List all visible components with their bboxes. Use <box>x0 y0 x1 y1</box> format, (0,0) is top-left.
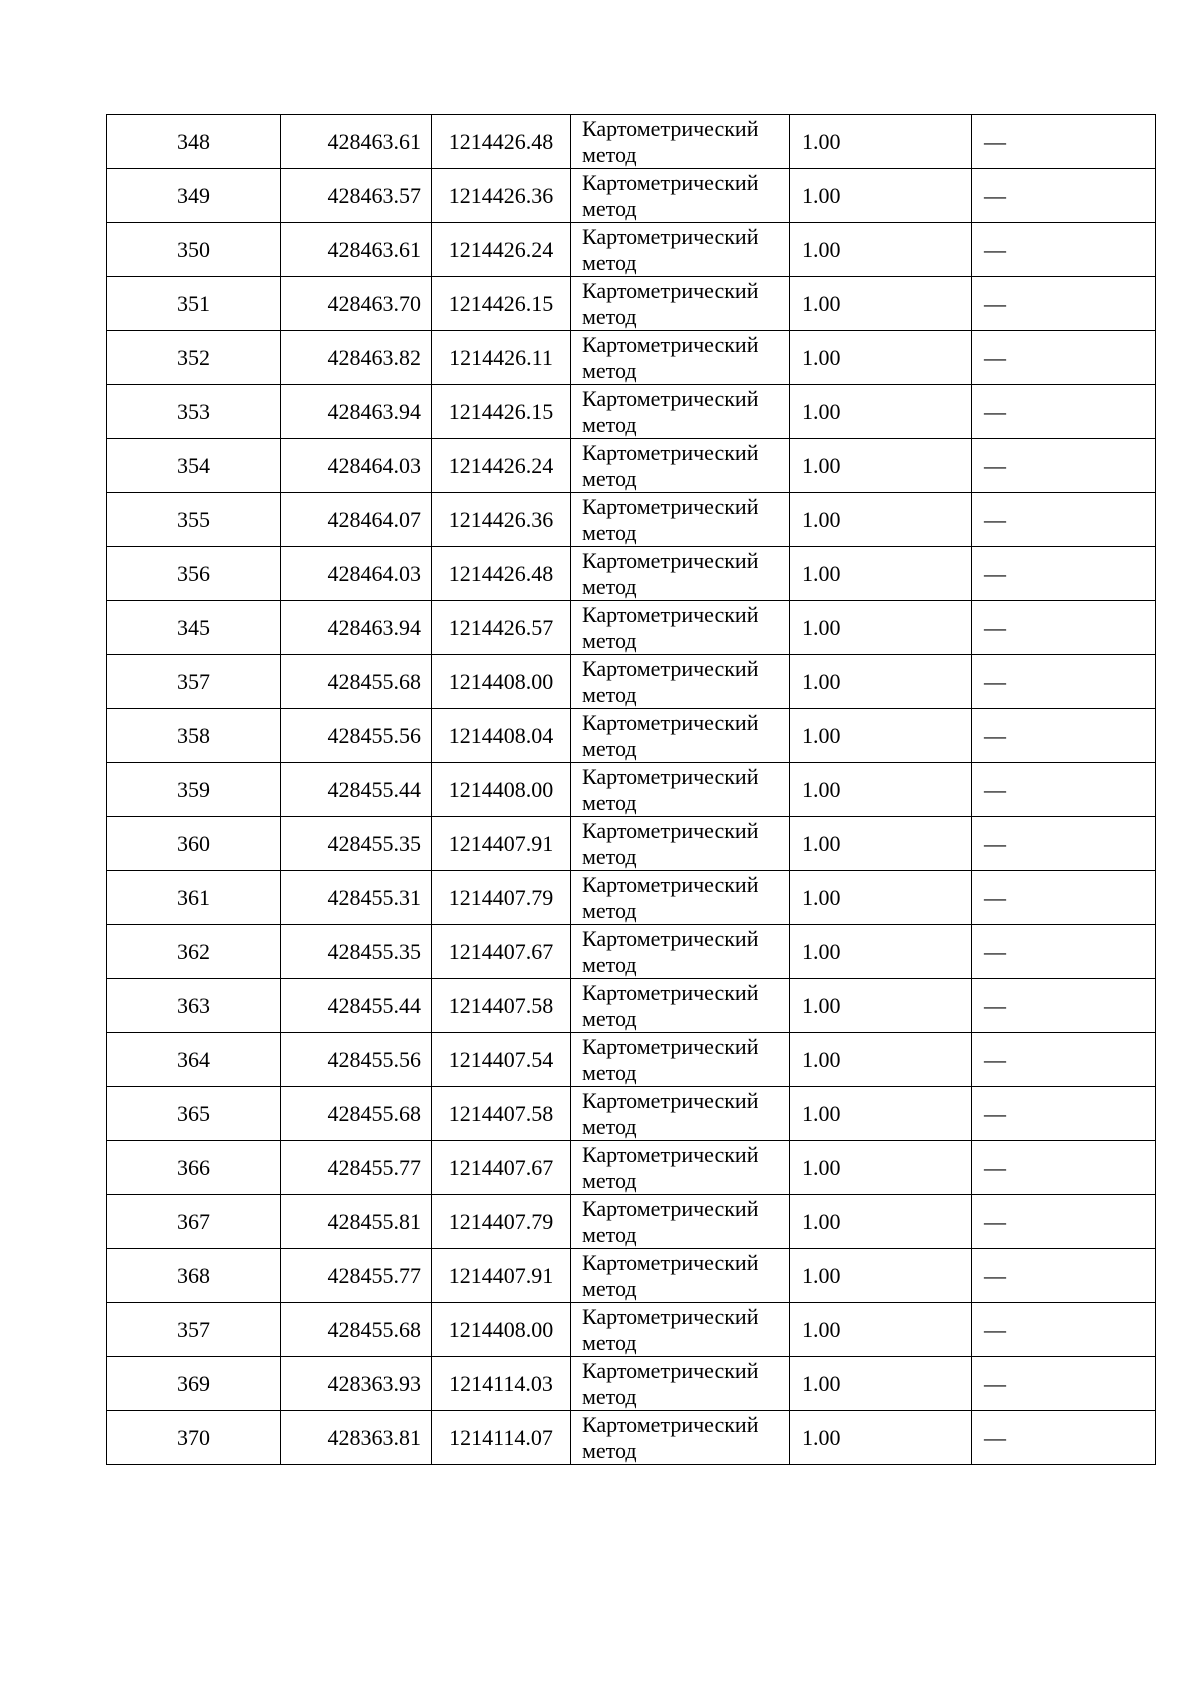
method-cell <box>571 169 790 223</box>
method-line-2: метод <box>582 1059 637 1085</box>
table-row <box>107 169 1156 223</box>
accuracy-cell: 1.00 <box>790 763 972 817</box>
table-row <box>107 979 1156 1033</box>
y-coordinate-cell: 1214407.91 <box>432 817 571 871</box>
y-coordinate-cell: 1214426.48 <box>432 115 571 169</box>
accuracy-cell: 1.00 <box>790 493 972 547</box>
accuracy-cell: 1.00 <box>790 385 972 439</box>
x-coordinate-cell: 428455.44 <box>281 763 432 817</box>
accuracy-cell: 1.00 <box>790 547 972 601</box>
method-cell <box>571 1303 790 1357</box>
description-cell: — <box>972 1357 1156 1411</box>
table-row <box>107 223 1156 277</box>
description-cell: — <box>972 169 1156 223</box>
method-line-1: Картометрический <box>582 655 759 681</box>
method-line-1: Картометрический <box>582 1087 759 1113</box>
table-row <box>107 277 1156 331</box>
method-line-1: Картометрический <box>582 547 759 573</box>
method-line-1: Картометрический <box>582 1303 759 1329</box>
method-cell <box>571 763 790 817</box>
description-cell: — <box>972 871 1156 925</box>
method-line-2: метод <box>582 843 637 869</box>
y-coordinate-cell: 1214408.00 <box>432 763 571 817</box>
point-number-cell: 355 <box>107 493 281 547</box>
method-line-1: Картометрический <box>582 1357 759 1383</box>
method-line-1: Картометрический <box>582 1411 759 1437</box>
method-cell <box>571 1249 790 1303</box>
table-row <box>107 439 1156 493</box>
table-row <box>107 1033 1156 1087</box>
description-cell: — <box>972 1195 1156 1249</box>
point-number-cell: 352 <box>107 331 281 385</box>
method-line-2: метод <box>582 951 637 977</box>
accuracy-cell: 1.00 <box>790 1141 972 1195</box>
accuracy-cell: 1.00 <box>790 925 972 979</box>
method-line-2: метод <box>582 735 637 761</box>
accuracy-cell: 1.00 <box>790 439 972 493</box>
method-cell <box>571 1411 790 1465</box>
table-row <box>107 385 1156 439</box>
description-cell: — <box>972 439 1156 493</box>
accuracy-cell: 1.00 <box>790 331 972 385</box>
table-row <box>107 1195 1156 1249</box>
method-cell <box>571 493 790 547</box>
table-row <box>107 871 1156 925</box>
table-row <box>107 547 1156 601</box>
method-line-2: метод <box>582 1383 637 1409</box>
description-cell: — <box>972 223 1156 277</box>
description-cell: — <box>972 1411 1156 1465</box>
method-line-2: метод <box>582 519 637 545</box>
description-cell: — <box>972 709 1156 763</box>
x-coordinate-cell: 428455.77 <box>281 1249 432 1303</box>
table-row <box>107 493 1156 547</box>
y-coordinate-cell: 1214114.03 <box>432 1357 571 1411</box>
method-line-2: метод <box>582 1167 637 1193</box>
method-cell <box>571 655 790 709</box>
x-coordinate-cell: 428455.81 <box>281 1195 432 1249</box>
y-coordinate-cell: 1214407.91 <box>432 1249 571 1303</box>
description-cell: — <box>972 925 1156 979</box>
x-coordinate-cell: 428463.94 <box>281 601 432 655</box>
method-cell <box>571 1195 790 1249</box>
method-line-2: метод <box>582 1275 637 1301</box>
accuracy-cell: 1.00 <box>790 223 972 277</box>
method-line-1: Картометрический <box>582 277 759 303</box>
coordinates-table <box>106 114 1156 1465</box>
y-coordinate-cell: 1214426.11 <box>432 331 571 385</box>
point-number-cell: 354 <box>107 439 281 493</box>
method-line-1: Картометрический <box>582 331 759 357</box>
method-line-1: Картометрический <box>582 979 759 1005</box>
method-cell <box>571 223 790 277</box>
point-number-cell: 361 <box>107 871 281 925</box>
point-number-cell: 357 <box>107 1303 281 1357</box>
y-coordinate-cell: 1214426.57 <box>432 601 571 655</box>
x-coordinate-cell: 428455.68 <box>281 655 432 709</box>
description-cell: — <box>972 601 1156 655</box>
coordinates-table-body <box>107 115 1156 1465</box>
table-row <box>107 1357 1156 1411</box>
method-line-2: метод <box>582 465 637 491</box>
point-number-cell: 367 <box>107 1195 281 1249</box>
method-cell <box>571 115 790 169</box>
method-cell <box>571 925 790 979</box>
method-cell <box>571 601 790 655</box>
method-line-1: Картометрический <box>582 601 759 627</box>
y-coordinate-cell: 1214407.67 <box>432 1141 571 1195</box>
point-number-cell: 351 <box>107 277 281 331</box>
point-number-cell: 365 <box>107 1087 281 1141</box>
point-number-cell: 350 <box>107 223 281 277</box>
x-coordinate-cell: 428464.03 <box>281 439 432 493</box>
point-number-cell: 362 <box>107 925 281 979</box>
x-coordinate-cell: 428463.61 <box>281 115 432 169</box>
y-coordinate-cell: 1214426.36 <box>432 493 571 547</box>
method-line-2: метод <box>582 1005 637 1031</box>
x-coordinate-cell: 428464.03 <box>281 547 432 601</box>
method-line-2: метод <box>582 573 637 599</box>
x-coordinate-cell: 428455.68 <box>281 1303 432 1357</box>
method-cell <box>571 871 790 925</box>
x-coordinate-cell: 428455.35 <box>281 817 432 871</box>
point-number-cell: 348 <box>107 115 281 169</box>
description-cell: — <box>972 1087 1156 1141</box>
method-line-2: метод <box>582 1437 637 1463</box>
x-coordinate-cell: 428455.31 <box>281 871 432 925</box>
y-coordinate-cell: 1214407.79 <box>432 1195 571 1249</box>
x-coordinate-cell: 428455.35 <box>281 925 432 979</box>
method-line-2: метод <box>582 681 637 707</box>
description-cell: — <box>972 385 1156 439</box>
method-line-1: Картометрический <box>582 1195 759 1221</box>
method-line-1: Картометрический <box>582 493 759 519</box>
table-row <box>107 655 1156 709</box>
description-cell: — <box>972 1141 1156 1195</box>
x-coordinate-cell: 428464.07 <box>281 493 432 547</box>
method-line-1: Картометрический <box>582 115 759 141</box>
y-coordinate-cell: 1214407.58 <box>432 979 571 1033</box>
y-coordinate-cell: 1214408.00 <box>432 1303 571 1357</box>
x-coordinate-cell: 428463.82 <box>281 331 432 385</box>
accuracy-cell: 1.00 <box>790 277 972 331</box>
table-row <box>107 1141 1156 1195</box>
method-cell <box>571 331 790 385</box>
method-line-1: Картометрический <box>582 169 759 195</box>
accuracy-cell: 1.00 <box>790 871 972 925</box>
y-coordinate-cell: 1214426.15 <box>432 277 571 331</box>
table-row <box>107 601 1156 655</box>
accuracy-cell: 1.00 <box>790 979 972 1033</box>
method-cell <box>571 1357 790 1411</box>
x-coordinate-cell: 428463.70 <box>281 277 432 331</box>
point-number-cell: 353 <box>107 385 281 439</box>
point-number-cell: 345 <box>107 601 281 655</box>
method-line-2: метод <box>582 1221 637 1247</box>
table-row <box>107 763 1156 817</box>
table-row <box>107 1411 1156 1465</box>
accuracy-cell: 1.00 <box>790 655 972 709</box>
method-line-2: метод <box>582 1329 637 1355</box>
x-coordinate-cell: 428455.56 <box>281 709 432 763</box>
point-number-cell: 358 <box>107 709 281 763</box>
y-coordinate-cell: 1214407.67 <box>432 925 571 979</box>
accuracy-cell: 1.00 <box>790 1087 972 1141</box>
method-line-2: метод <box>582 897 637 923</box>
accuracy-cell: 1.00 <box>790 1303 972 1357</box>
x-coordinate-cell: 428455.68 <box>281 1087 432 1141</box>
method-line-1: Картометрический <box>582 925 759 951</box>
description-cell: — <box>972 763 1156 817</box>
x-coordinate-cell: 428363.93 <box>281 1357 432 1411</box>
y-coordinate-cell: 1214426.48 <box>432 547 571 601</box>
x-coordinate-cell: 428455.56 <box>281 1033 432 1087</box>
table-row <box>107 115 1156 169</box>
y-coordinate-cell: 1214426.36 <box>432 169 571 223</box>
method-line-2: метод <box>582 627 637 653</box>
table-row <box>107 1087 1156 1141</box>
description-cell: — <box>972 115 1156 169</box>
accuracy-cell: 1.00 <box>790 1033 972 1087</box>
table-row <box>107 1303 1156 1357</box>
method-line-2: метод <box>582 195 637 221</box>
method-line-1: Картометрический <box>582 763 759 789</box>
method-line-1: Картометрический <box>582 1249 759 1275</box>
description-cell: — <box>972 1033 1156 1087</box>
method-line-2: метод <box>582 141 637 167</box>
method-line-1: Картометрический <box>582 1141 759 1167</box>
x-coordinate-cell: 428455.77 <box>281 1141 432 1195</box>
accuracy-cell: 1.00 <box>790 1411 972 1465</box>
accuracy-cell: 1.00 <box>790 1357 972 1411</box>
method-cell <box>571 1033 790 1087</box>
y-coordinate-cell: 1214426.24 <box>432 223 571 277</box>
point-number-cell: 364 <box>107 1033 281 1087</box>
description-cell: — <box>972 277 1156 331</box>
accuracy-cell: 1.00 <box>790 709 972 763</box>
method-line-2: метод <box>582 249 637 275</box>
x-coordinate-cell: 428463.61 <box>281 223 432 277</box>
y-coordinate-cell: 1214114.07 <box>432 1411 571 1465</box>
method-cell <box>571 1087 790 1141</box>
x-coordinate-cell: 428463.57 <box>281 169 432 223</box>
accuracy-cell: 1.00 <box>790 169 972 223</box>
y-coordinate-cell: 1214426.15 <box>432 385 571 439</box>
method-cell <box>571 385 790 439</box>
point-number-cell: 356 <box>107 547 281 601</box>
point-number-cell: 366 <box>107 1141 281 1195</box>
point-number-cell: 357 <box>107 655 281 709</box>
point-number-cell: 363 <box>107 979 281 1033</box>
accuracy-cell: 1.00 <box>790 601 972 655</box>
table-row <box>107 709 1156 763</box>
method-line-2: метод <box>582 411 637 437</box>
x-coordinate-cell: 428463.94 <box>281 385 432 439</box>
method-cell <box>571 439 790 493</box>
method-cell <box>571 277 790 331</box>
accuracy-cell: 1.00 <box>790 115 972 169</box>
method-cell <box>571 979 790 1033</box>
accuracy-cell: 1.00 <box>790 817 972 871</box>
method-line-1: Картометрический <box>582 709 759 735</box>
x-coordinate-cell: 428455.44 <box>281 979 432 1033</box>
y-coordinate-cell: 1214408.00 <box>432 655 571 709</box>
method-line-2: метод <box>582 1113 637 1139</box>
table-row <box>107 817 1156 871</box>
description-cell: — <box>972 655 1156 709</box>
point-number-cell: 370 <box>107 1411 281 1465</box>
method-line-1: Картометрический <box>582 439 759 465</box>
method-line-1: Картометрический <box>582 817 759 843</box>
method-line-2: метод <box>582 789 637 815</box>
y-coordinate-cell: 1214426.24 <box>432 439 571 493</box>
method-cell <box>571 817 790 871</box>
method-cell <box>571 547 790 601</box>
description-cell: — <box>972 817 1156 871</box>
description-cell: — <box>972 547 1156 601</box>
description-cell: — <box>972 979 1156 1033</box>
method-cell <box>571 1141 790 1195</box>
x-coordinate-cell: 428363.81 <box>281 1411 432 1465</box>
method-cell <box>571 709 790 763</box>
description-cell: — <box>972 1249 1156 1303</box>
accuracy-cell: 1.00 <box>790 1195 972 1249</box>
method-line-1: Картометрический <box>582 223 759 249</box>
table-row <box>107 331 1156 385</box>
method-line-1: Картометрический <box>582 385 759 411</box>
table-row <box>107 1249 1156 1303</box>
description-cell: — <box>972 1303 1156 1357</box>
y-coordinate-cell: 1214407.79 <box>432 871 571 925</box>
method-line-1: Картометрический <box>582 1033 759 1059</box>
y-coordinate-cell: 1214407.58 <box>432 1087 571 1141</box>
y-coordinate-cell: 1214407.54 <box>432 1033 571 1087</box>
point-number-cell: 369 <box>107 1357 281 1411</box>
point-number-cell: 349 <box>107 169 281 223</box>
table-row <box>107 925 1156 979</box>
point-number-cell: 360 <box>107 817 281 871</box>
point-number-cell: 368 <box>107 1249 281 1303</box>
accuracy-cell: 1.00 <box>790 1249 972 1303</box>
method-line-2: метод <box>582 303 637 329</box>
method-line-2: метод <box>582 357 637 383</box>
description-cell: — <box>972 331 1156 385</box>
method-line-1: Картометрический <box>582 871 759 897</box>
description-cell: — <box>972 493 1156 547</box>
point-number-cell: 359 <box>107 763 281 817</box>
y-coordinate-cell: 1214408.04 <box>432 709 571 763</box>
